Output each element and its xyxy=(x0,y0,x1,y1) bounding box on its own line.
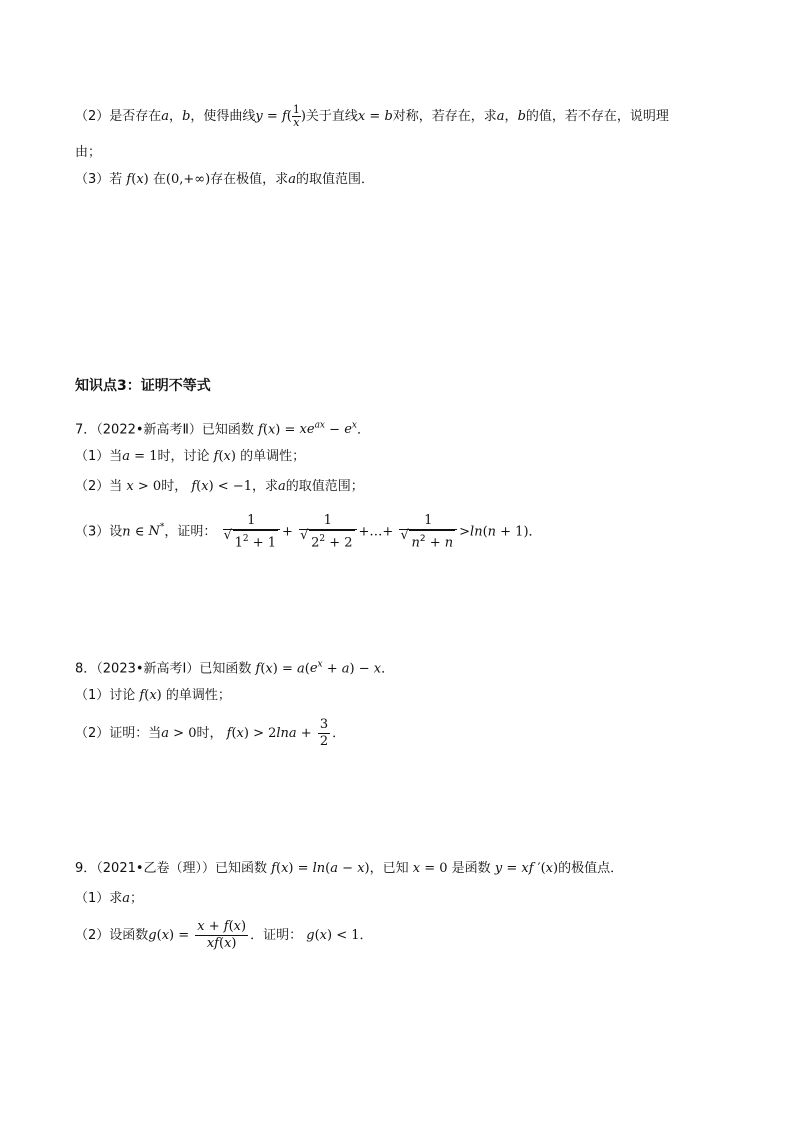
q6-part3-line: （3）若 f(x) 在(0,+∞)存在极值，求a的取值范围． xyxy=(75,172,374,187)
q8-part2: （2）证明：当a > 0时， f(x) > 2lna + $\frac{3}{2}$ ． xyxy=(75,717,346,749)
q7-part1: （1）当a = 1时，讨论 f(x) 的单调性； xyxy=(75,449,306,464)
q6-part2-line: （2）是否存在a，b，使得曲线y = f( $\frac{1}{x}$ )关于直线x = b对称，若存在，求a，b的值，若不存在，说明理 xyxy=(75,103,669,129)
math-a: a xyxy=(161,109,170,124)
math-frac-1-over-x: $\frac{1}{x}$ xyxy=(292,103,300,129)
math-frac-3-over-2: $\frac{3}{2}$ xyxy=(319,717,329,749)
math-curve: y xyxy=(255,109,263,124)
math-x-eq-b: x xyxy=(357,109,366,124)
q9-part2: （2）设函数g(x) = $\frac{x + f(x)}{xf(x)}$ ．证明： g(x) < 1． xyxy=(75,919,373,951)
math-interval: (0,+∞) xyxy=(165,172,211,187)
q8-stem: 8．（2023•新高考Ⅰ）已知函数 $f(x) = a(e^x + a) - x$． xyxy=(75,660,395,677)
q9-stem: 9．（2021•乙卷（理））已知函数 f(x) = ln(a − x)，已知 x = 0 是函数 y = xf ′(x)的极值点． xyxy=(75,861,624,876)
math-frac-term2: 1 √ $2^2 + 2$ xyxy=(299,513,356,551)
q9-part1: （1）求a； xyxy=(75,891,144,906)
math-b: b xyxy=(182,109,191,124)
math-q7-function: f xyxy=(258,422,263,438)
q6-part2-cont: 由； xyxy=(75,145,102,160)
section-title: 知识点3：证明不等式 xyxy=(75,378,211,394)
math-frac-term1: 1 √ $1^2 + 1$ xyxy=(223,513,280,551)
q7-part2: （2）当 x > 0时， f(x) < −1，求a的取值范围； xyxy=(75,479,364,494)
q7-stem: 7．（2022•新高考Ⅱ）已知函数 $f(x) = xe^{ax} - e^x$． xyxy=(75,421,370,438)
q8-part1: （1）讨论 f(x) 的单调性； xyxy=(75,688,231,703)
math-frac-termn: 1 √ $n^2 + n$ xyxy=(399,513,457,551)
math-q9-function: f xyxy=(271,861,276,876)
math-frac-g: $\frac{x + f(x)}{xf(x)}$ xyxy=(197,919,247,951)
math-q8-function: f xyxy=(255,661,261,677)
q7-part3: （3）设n ∈ N*，证明： 1 √ $1^2 + 1$ + 1 √ $2^2 + 2$ +…+ 1 √ $n^2 + n$ >ln(n + 1)． xyxy=(75,510,542,551)
math-fx: f xyxy=(126,172,132,187)
